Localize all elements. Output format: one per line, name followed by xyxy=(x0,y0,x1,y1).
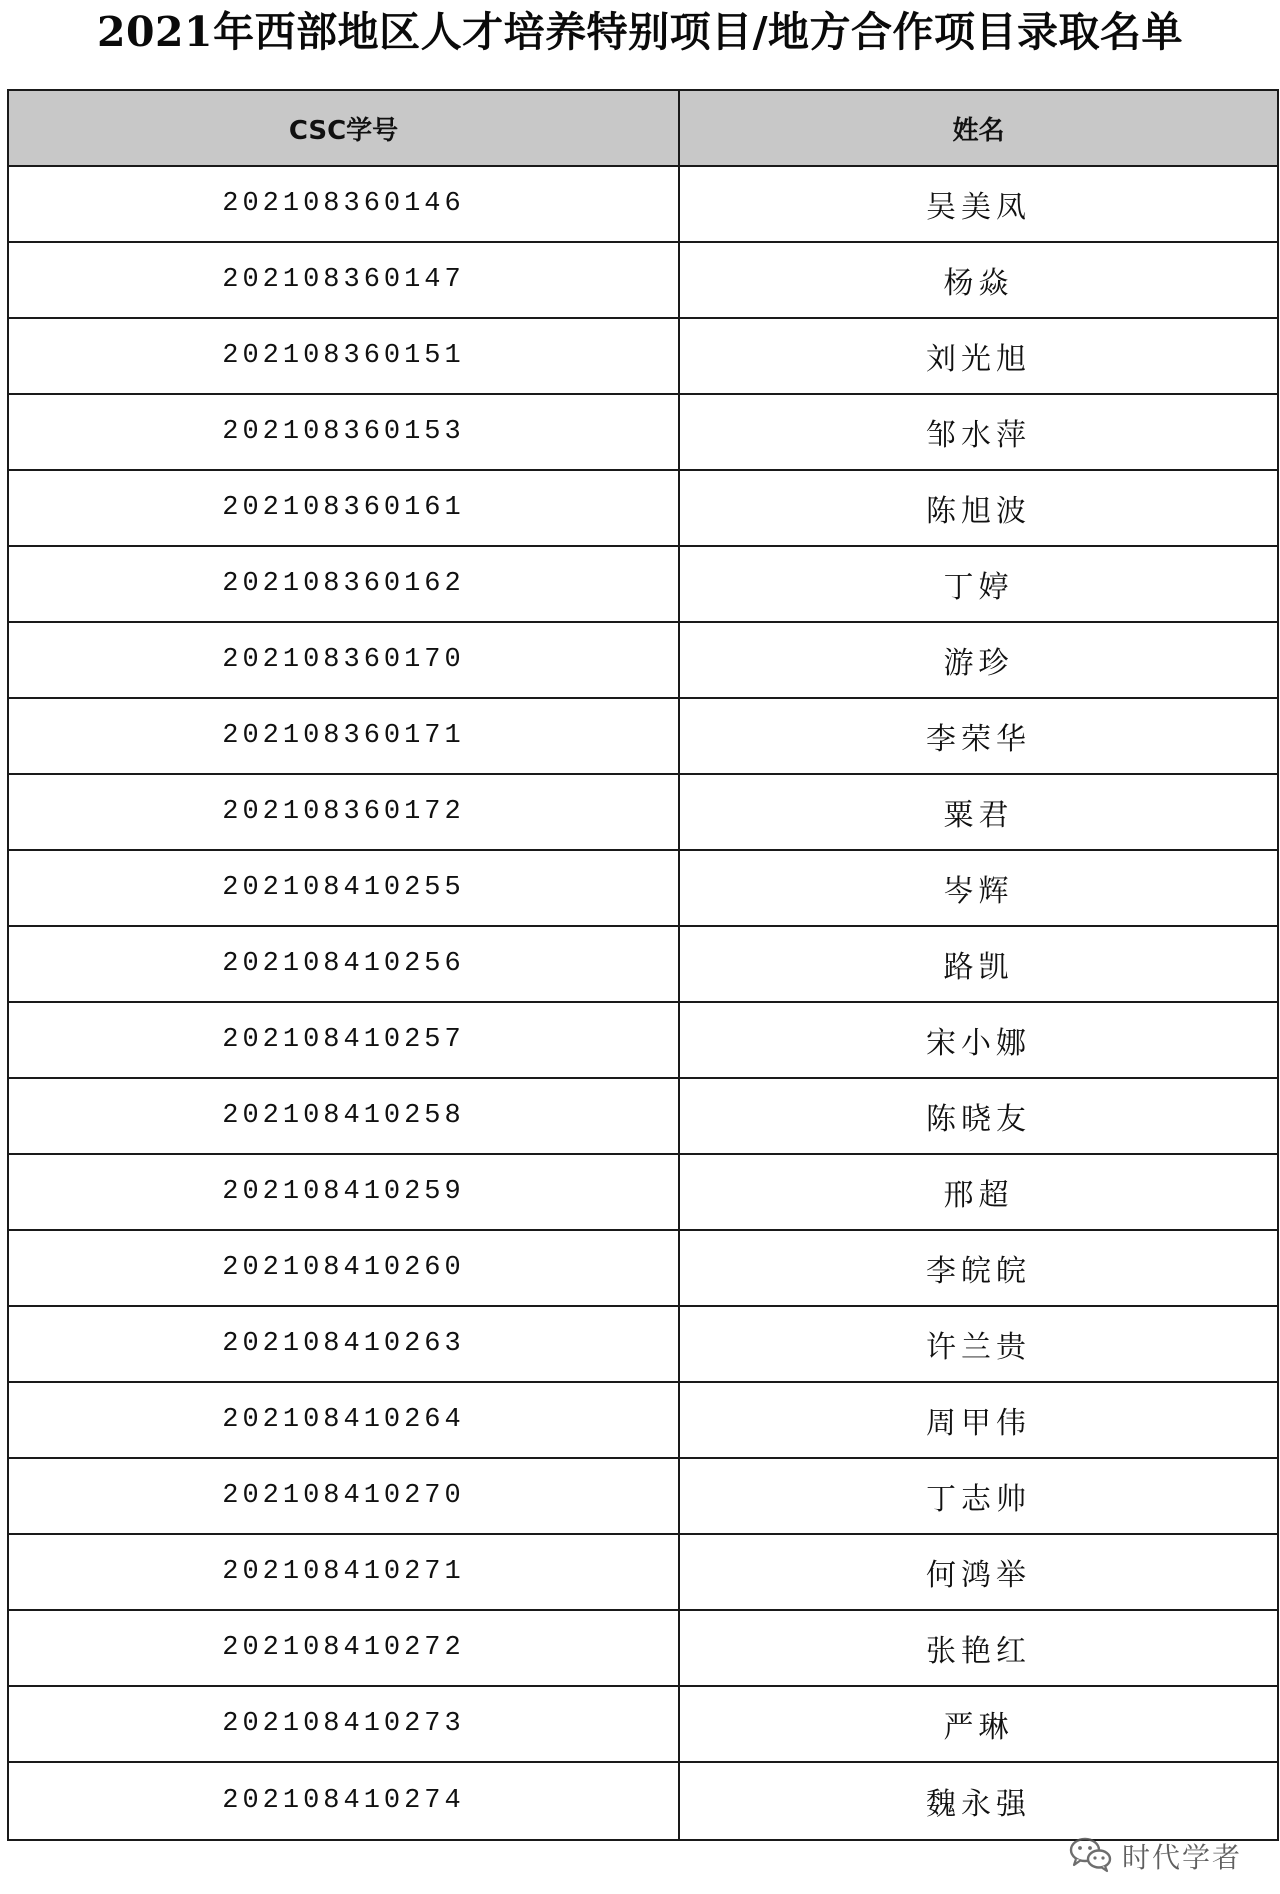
name-cell: 吴美凤 xyxy=(679,166,1278,242)
csc-id-cell: 202108360147 xyxy=(8,242,679,318)
csc-id-cell: 202108360171 xyxy=(8,698,679,774)
csc-id-cell: 202108410256 xyxy=(8,926,679,1002)
name-cell: 丁婷 xyxy=(679,546,1278,622)
name-cell: 宋小娜 xyxy=(679,1002,1278,1078)
name-cell: 严琳 xyxy=(679,1686,1278,1762)
csc-id-cell: 202108360161 xyxy=(8,470,679,546)
table-row xyxy=(8,850,1278,926)
table-row xyxy=(8,1610,1278,1686)
table-row xyxy=(8,926,1278,1002)
csc-id-cell: 202108410272 xyxy=(8,1610,679,1686)
table-row xyxy=(8,318,1278,394)
name-cell: 邹水萍 xyxy=(679,394,1278,470)
csc-id-cell: 202108410270 xyxy=(8,1458,679,1534)
table-row xyxy=(8,698,1278,774)
table-row xyxy=(8,1230,1278,1306)
watermark xyxy=(1068,1836,1242,1876)
name-cell: 杨焱 xyxy=(679,242,1278,318)
csc-id-cell: 202108410260 xyxy=(8,1230,679,1306)
name-cell: 何鸿举 xyxy=(679,1534,1278,1610)
table-row xyxy=(8,470,1278,546)
table-row xyxy=(8,1306,1278,1382)
csc-id-cell: 202108410258 xyxy=(8,1078,679,1154)
table-row xyxy=(8,166,1278,242)
table-row xyxy=(8,1458,1278,1534)
header-name: 姓名 xyxy=(679,90,1278,166)
name-cell: 粟君 xyxy=(679,774,1278,850)
name-cell: 李荣华 xyxy=(679,698,1278,774)
table-row xyxy=(8,1382,1278,1458)
wechat-icon xyxy=(1068,1835,1114,1877)
name-cell: 岑辉 xyxy=(679,850,1278,926)
csc-id-cell: 202108410257 xyxy=(8,1002,679,1078)
name-cell: 张艳红 xyxy=(679,1610,1278,1686)
name-cell: 丁志帅 xyxy=(679,1458,1278,1534)
csc-id-cell: 202108360146 xyxy=(8,166,679,242)
name-cell: 陈旭波 xyxy=(679,470,1278,546)
header-csc-id: CSC学号 xyxy=(8,90,679,166)
name-cell: 李皖皖 xyxy=(679,1230,1278,1306)
csc-id-cell: 202108410264 xyxy=(8,1382,679,1458)
csc-id-cell: 202108360162 xyxy=(8,546,679,622)
table-row xyxy=(8,242,1278,318)
table-row xyxy=(8,622,1278,698)
page-title: 2021年西部地区人才培养特别项目/地方合作项目录取名单 xyxy=(96,8,1184,56)
table-row xyxy=(8,774,1278,850)
csc-id-cell: 202108410274 xyxy=(8,1762,679,1840)
csc-id-cell: 202108360172 xyxy=(8,774,679,850)
name-cell: 许兰贵 xyxy=(679,1306,1278,1382)
name-cell: 游珍 xyxy=(679,622,1278,698)
csc-id-cell: 202108410259 xyxy=(8,1154,679,1230)
csc-id-cell: 202108410271 xyxy=(8,1534,679,1610)
table-row xyxy=(8,1534,1278,1610)
csc-id-cell: 202108410255 xyxy=(8,850,679,926)
table-row xyxy=(8,1002,1278,1078)
table-row xyxy=(8,394,1278,470)
table-row xyxy=(8,1762,1278,1840)
table-header-row xyxy=(8,90,1278,166)
csc-id-cell: 202108360153 xyxy=(8,394,679,470)
csc-id-cell: 202108360151 xyxy=(8,318,679,394)
name-cell: 刘光旭 xyxy=(679,318,1278,394)
name-cell: 魏永强 xyxy=(679,1762,1278,1840)
csc-id-cell: 202108410273 xyxy=(8,1686,679,1762)
csc-id-cell: 202108360170 xyxy=(8,622,679,698)
name-cell: 周甲伟 xyxy=(679,1382,1278,1458)
table-row xyxy=(8,1686,1278,1762)
watermark-text: 时代学者 xyxy=(1121,1841,1242,1874)
name-cell: 陈晓友 xyxy=(679,1078,1278,1154)
table-row xyxy=(8,1078,1278,1154)
csc-id-cell: 202108410263 xyxy=(8,1306,679,1382)
table-row xyxy=(8,546,1278,622)
name-cell: 路凯 xyxy=(679,926,1278,1002)
name-cell: 邢超 xyxy=(679,1154,1278,1230)
table-row xyxy=(8,1154,1278,1230)
admission-table xyxy=(7,89,1279,1841)
